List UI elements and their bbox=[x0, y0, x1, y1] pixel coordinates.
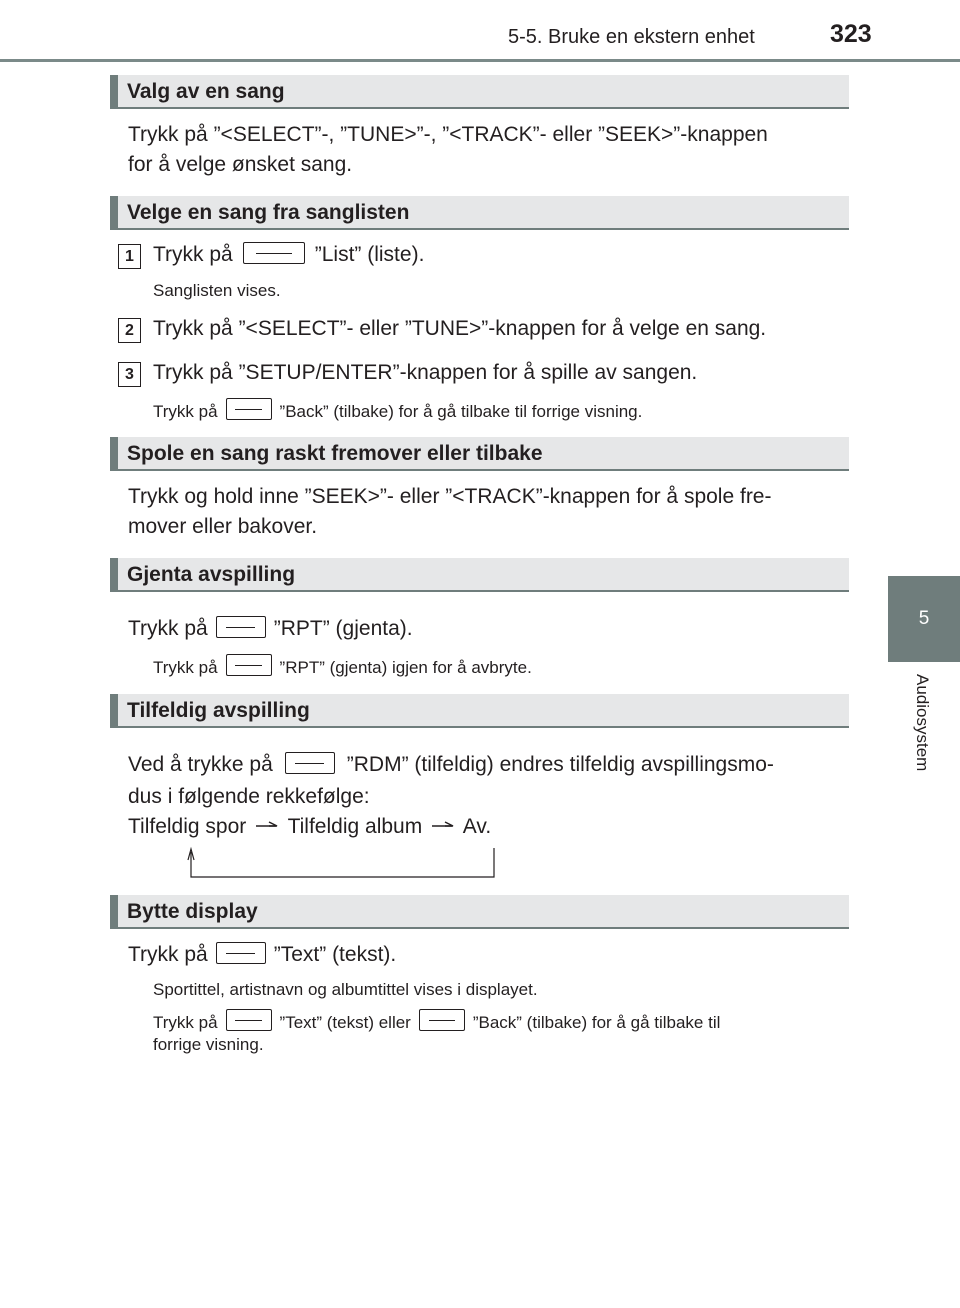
chapter-tab bbox=[888, 576, 960, 662]
header-rule bbox=[0, 59, 960, 62]
section-heading-text: Gjenta avspilling bbox=[127, 563, 296, 586]
section-heading-text: Bytte display bbox=[127, 900, 258, 923]
chapter-title: 5-5. Bruke en ekstern enhet bbox=[508, 26, 755, 48]
bytte-note-2-line2: forrige visning. bbox=[153, 1035, 264, 1054]
section-heading-tilfeldig bbox=[110, 694, 849, 728]
section-heading-valg bbox=[110, 75, 849, 109]
tilfeldig-text-line2: dus i følgende rekkefølge: bbox=[128, 785, 370, 808]
valg-text-line1: Trykk på ”<SELECT”-, ”TUNE>”-, ”<TRACK”- eller ”SEEK>”-knappen bbox=[128, 123, 768, 146]
gjenta-pre: Trykk på bbox=[128, 617, 208, 640]
step-number-2: 2 bbox=[118, 318, 141, 343]
text-button-icon bbox=[226, 1009, 272, 1031]
rpt-button-icon bbox=[226, 654, 272, 676]
back-button-icon bbox=[226, 398, 272, 420]
bytte-text bbox=[128, 940, 396, 970]
step-1-text bbox=[153, 240, 424, 270]
sequence-item-av: Av. bbox=[462, 815, 492, 838]
step-3-note-pre: Trykk på bbox=[153, 402, 218, 421]
step-3-text: Trykk på ”SETUP/ENTER”-knappen for å spille av sangen. bbox=[153, 361, 698, 384]
text-button-icon bbox=[216, 942, 266, 964]
step-3-note bbox=[153, 398, 642, 424]
sequence-item-album: Tilfeldig album bbox=[287, 815, 423, 838]
step-1-post: ”List” (liste). bbox=[314, 243, 425, 266]
section-heading-bytte bbox=[110, 895, 849, 929]
tilfeldig-sequence bbox=[128, 812, 491, 842]
section-heading-text: Velge en sang fra sanglisten bbox=[127, 201, 410, 224]
arrow-right-icon bbox=[430, 820, 456, 832]
bytte-note2-pre: Trykk på bbox=[153, 1013, 218, 1032]
bytte-pre: Trykk på bbox=[128, 943, 208, 966]
list-button-icon bbox=[243, 242, 305, 264]
section-heading-gjenta bbox=[110, 558, 849, 592]
step-1-note: Sanglisten vises. bbox=[153, 281, 281, 300]
step-2-text: Trykk på ”<SELECT”- eller ”TUNE>”-knappen for å velge en sang. bbox=[153, 317, 767, 340]
arrow-right-icon bbox=[254, 820, 280, 832]
gjenta-note bbox=[153, 654, 532, 680]
spole-text-line2: mover eller bakover. bbox=[128, 515, 318, 538]
section-heading-text: Valg av en sang bbox=[127, 80, 285, 103]
gjenta-note-pre: Trykk på bbox=[153, 658, 218, 677]
spole-text-line1: Trykk og hold inne ”SEEK>”- eller ”<TRACK”-knappen for å spole fre- bbox=[128, 485, 772, 508]
step-3-note-post: ”Back” (tilbake) for å gå tilbake til forrige visning. bbox=[279, 402, 643, 421]
chapter-label: Audiosystem bbox=[913, 674, 932, 772]
tilfeldig-text-line1 bbox=[128, 750, 774, 780]
page-number: 323 bbox=[830, 20, 872, 48]
bytte-note2-mid: ”Text” (tekst) eller bbox=[279, 1013, 411, 1032]
sequence-loop-arrow-icon bbox=[186, 846, 500, 882]
tilfeldig-pre: Ved å trykke på bbox=[128, 753, 273, 776]
gjenta-post: ”RPT” (gjenta). bbox=[273, 617, 413, 640]
back-button-icon bbox=[419, 1009, 465, 1031]
chapter-number: 5 bbox=[918, 608, 930, 629]
rdm-button-icon bbox=[285, 752, 335, 774]
section-heading-liste bbox=[110, 196, 849, 230]
section-heading-text: Tilfeldig avspilling bbox=[127, 699, 310, 722]
section-heading-spole bbox=[110, 437, 849, 471]
bytte-note-1: Sportittel, artistnavn og albumtittel vises i displayet. bbox=[153, 980, 538, 999]
sequence-item-spor: Tilfeldig spor bbox=[128, 815, 247, 838]
bytte-note2-post: ”Back” (tilbake) for å gå tilbake til bbox=[472, 1013, 721, 1032]
rpt-button-icon bbox=[216, 616, 266, 638]
gjenta-note-post: ”RPT” (gjenta) igjen for å avbryte. bbox=[279, 658, 532, 677]
section-heading-text: Spole en sang raskt fremover eller tilbake bbox=[127, 442, 543, 465]
bytte-post: ”Text” (tekst). bbox=[273, 943, 397, 966]
step-1-pre: Trykk på bbox=[153, 243, 233, 266]
step-number-1: 1 bbox=[118, 244, 141, 269]
gjenta-text bbox=[128, 614, 413, 644]
bytte-note-2 bbox=[153, 1009, 720, 1035]
valg-text-line2: for å velge ønsket sang. bbox=[128, 153, 353, 176]
tilfeldig-post: ”RDM” (tilfeldig) endres tilfeldig avspillingsmo- bbox=[346, 753, 774, 776]
step-number-3: 3 bbox=[118, 362, 141, 387]
